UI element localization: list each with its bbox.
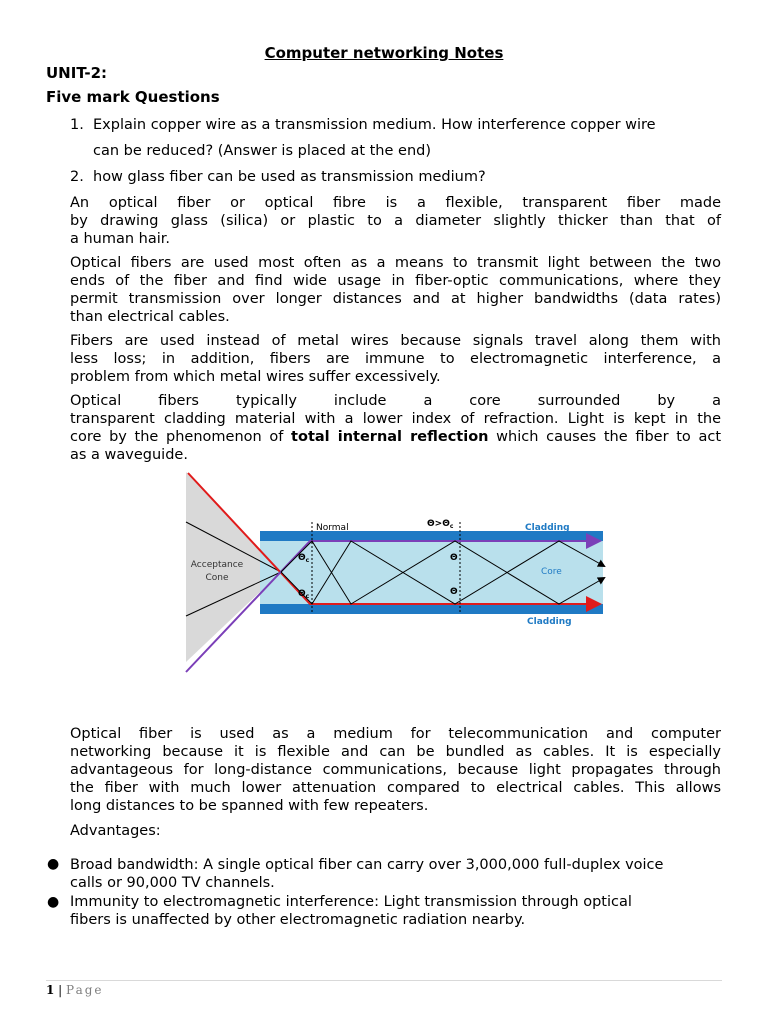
cone-label: Cone xyxy=(205,573,229,583)
acceptance-label: Acceptance xyxy=(190,560,244,570)
bullet-icon: ● xyxy=(47,856,60,872)
theta-top-label: Θ xyxy=(450,553,458,563)
question-2-number: 2. xyxy=(70,169,84,185)
advantage-1-line-1: Broad bandwidth: A single optical fiber can carry over 3,000,000 full-duplex voice xyxy=(70,857,664,873)
cladding-top-label: Cladding xyxy=(525,523,570,533)
paragraph-4: Optical fibers typically include a core surrounded by a transparent cladding material with a lower index of refraction. Light is kept in the core by the phenomenon of total internal reflection which causes the fiber to act as a waveguide. xyxy=(70,393,722,463)
advantages-label: Advantages: xyxy=(70,823,161,839)
question-1-number: 1. xyxy=(70,117,84,133)
section-heading: Five mark Questions xyxy=(46,88,220,106)
footer-divider xyxy=(46,980,722,981)
theta-c-bottom-label: $\Theta_c$ xyxy=(298,589,310,600)
question-1-line-1: Explain copper wire as a transmission medium. How interference copper wire xyxy=(93,117,656,133)
fiber-diagram xyxy=(170,470,620,680)
normal-label: Normal xyxy=(316,523,349,533)
paragraph-3: Fibers are used instead of metal wires because signals travel along them with less loss; in addition, fibers are immune to electromagnetic interference, a problem from which metal wires suffer excessively. xyxy=(70,333,721,385)
paragraph-5: Optical fiber is used as a medium for telecommunication and computer networking because it is flexible and can be bundled as cables. It is especially advantageous for long-distance communications, because light propagates through the fiber with much lower attenuation compared to electrical cables. This allows long distances to be spanned with few repeaters. xyxy=(70,726,721,814)
page-footer: 1 | Page xyxy=(46,983,104,997)
advantage-2-line-1: Immunity to electromagnetic interference: Light transmission through optical xyxy=(70,894,632,910)
bold-term: total internal reflection xyxy=(291,429,489,445)
question-2-line-1: how glass fiber can be used as transmission medium? xyxy=(93,169,486,185)
advantage-2-line-2: fibers is unaffected by other electromagnetic radiation nearby. xyxy=(70,912,526,928)
advantage-1-line-2: calls or 90,000 TV channels. xyxy=(70,875,275,891)
bullet-icon: ● xyxy=(47,894,60,910)
page-number: 1 xyxy=(46,983,55,997)
theta-c-top-label: $\Theta_c$ xyxy=(298,553,310,564)
paragraph-2: Optical fibers are used most often as a means to transmit light between the two ends of the fiber and find wide usage in fiber-optic communications, where they permit transmission over longer distances and at higher bandwidths (data rates) than electrical cables. xyxy=(70,255,721,325)
unit-heading: UNIT-2: xyxy=(46,64,108,82)
page-label: Page xyxy=(66,983,104,997)
cladding-bottom xyxy=(260,604,603,614)
core-label: Core xyxy=(541,567,562,577)
cladding-bottom-label: Cladding xyxy=(527,617,572,627)
paragraph-1: An optical fiber or optical fibre is a flexible, transparent fiber made by drawing glass (silica) or plastic to a diameter slightly thicker than that of a human hair. xyxy=(70,195,721,247)
theta-greater-label: $\Theta>\Theta_c$ xyxy=(427,519,454,530)
page-title: Computer networking Notes xyxy=(264,44,504,62)
question-1-line-2: can be reduced? (Answer is placed at the end) xyxy=(93,143,431,159)
theta-bottom-label: Θ xyxy=(450,587,458,597)
